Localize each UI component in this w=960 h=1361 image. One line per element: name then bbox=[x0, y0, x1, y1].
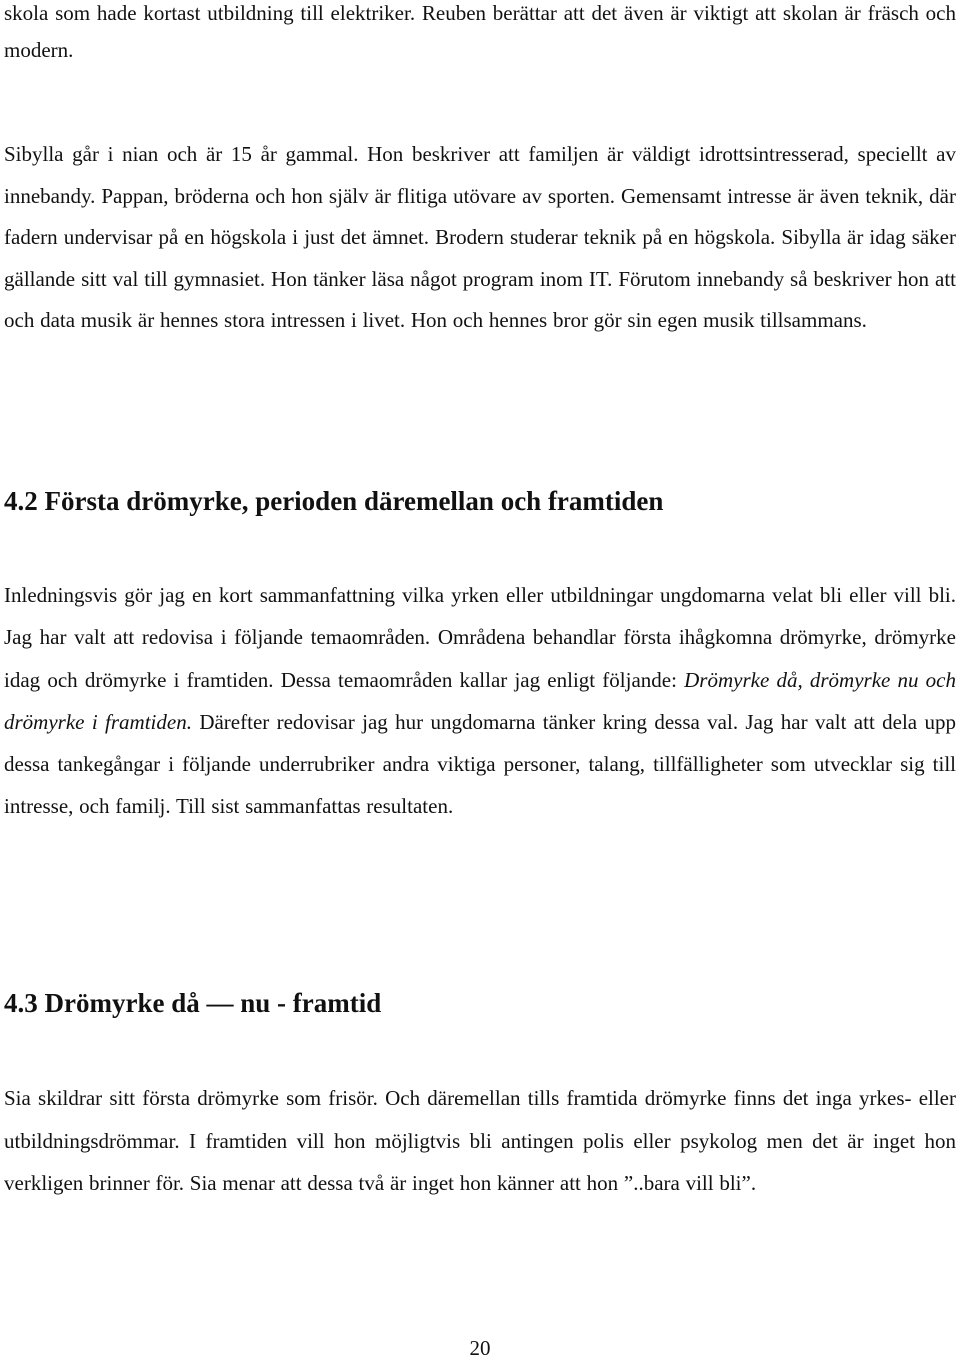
page-number: 20 bbox=[469, 1336, 491, 1360]
paragraph-sia: Sia skildrar sitt första drömyrke som frisör. Och däremellan tills framtida drömyrke finns det inga yrkes- eller utbildningsdrömmar. I framtiden vill hon möjligtvis bli antingen polis eller psykolog men det är inget hon verkligen brinner för. Sia menar att dessa två är inget hon känner att hon ”..bara vill bli”. bbox=[4, 1086, 956, 1195]
paragraph-inledning-italic: Drömyrke då, drömyrke nu och drömyrke i framtiden. bbox=[4, 667, 957, 734]
paragraph-reuben: skola som hade kortast utbildning till elektriker. Reuben berättar att det även är viktigt att skolan är fräsch och modern. bbox=[4, 1, 956, 62]
paragraph-inledning bbox=[4, 574, 956, 828]
paragraph-sibylla: Sibylla går i nian och är 15 år gammal. Hon beskriver att familjen är väldigt idrottsintresserad, speciellt av innebandy. Pappan, bröderna och hon själv är flitiga utövare av sporten. Gemensamt intresse är även teknik, där fadern undervisar på en högskola i just det ämnet. Brodern studerar teknik på en högskola. Sibylla är idag säker gällande sitt val till gymnasiet. Hon tänker läsa något program inom IT. Förutom innebandy så beskriver hon att och data musik är hennes stora intressen i livet. Hon och hennes bror gör sin egen musik tillsammans. bbox=[4, 142, 956, 332]
section-heading-4-2: 4.2 Första drömyrke, perioden däremellan och framtiden bbox=[4, 486, 664, 516]
paragraph-inledning-part2: Därefter redovisar jag hur ungdomarna tänker kring dessa val. Jag har valt att dela upp dessa tankegångar i följande underrubriker andra viktiga personer, talang, tillfälligheter som utvecklar sig till intresse, och familj. Till sist sammanfattas resultaten. bbox=[4, 709, 956, 819]
paragraph-inledning-part1: Inledningsvis gör jag en kort sammanfattning vilka yrken eller utbildningar ungdomarna velat bli eller vill bli. Jag har valt att redovisa i följande temaområden. Områdena behandlar första ihågkomna drömyrke, drömyrke idag och drömyrke i framtiden. Dessa temaområden kallar jag enligt följande: bbox=[4, 583, 956, 692]
section-heading-4-3: 4.3 Drömyrke då — nu - framtid bbox=[4, 988, 382, 1018]
